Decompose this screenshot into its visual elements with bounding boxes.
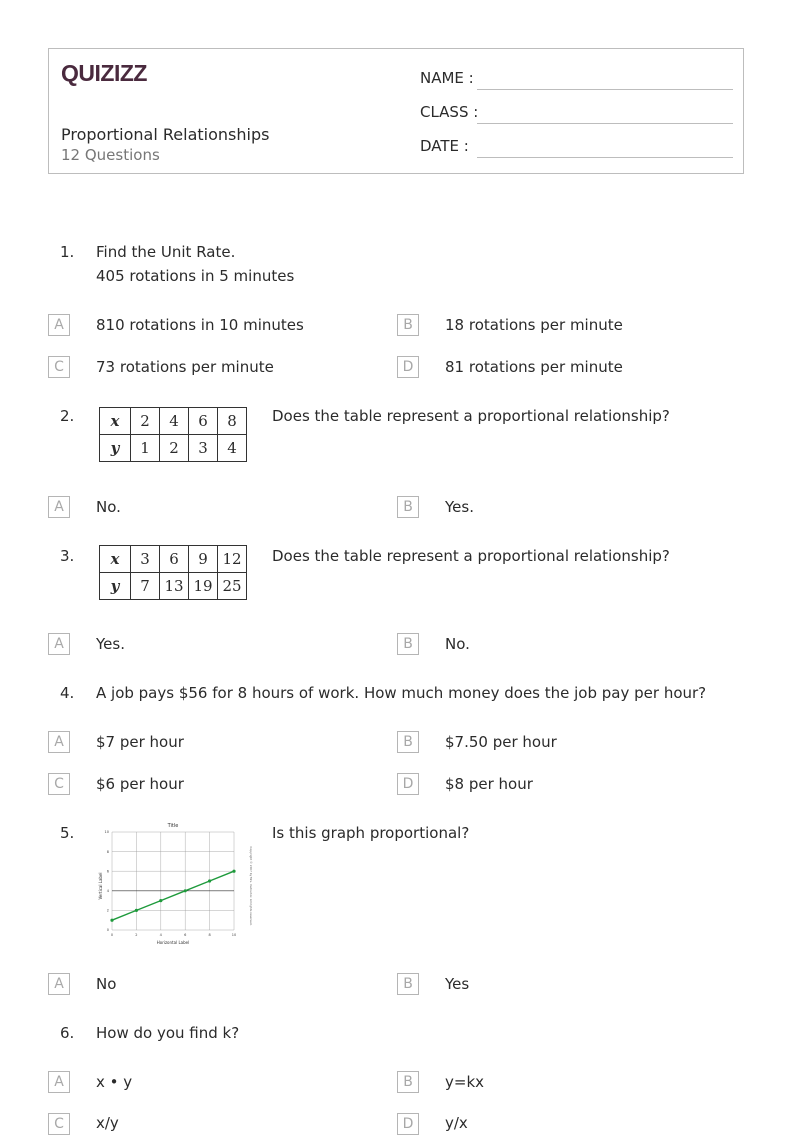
option-text[interactable]: No bbox=[96, 975, 117, 993]
option-text[interactable]: $8 per hour bbox=[445, 775, 533, 793]
y-tick-label: 2 bbox=[106, 908, 109, 913]
question-text bbox=[96, 240, 294, 288]
x-label-cell: x bbox=[100, 546, 131, 573]
series-line bbox=[112, 871, 234, 920]
option-text[interactable]: 18 rotations per minute bbox=[445, 316, 623, 334]
question-number: 5. bbox=[60, 824, 75, 842]
option-text[interactable]: $7 per hour bbox=[96, 733, 184, 751]
data-point bbox=[208, 879, 211, 882]
option-letter-box[interactable]: A bbox=[48, 731, 70, 753]
table-cell: 6 bbox=[160, 546, 189, 573]
question-text: Does the table represent a proportional relationship? bbox=[272, 407, 670, 425]
option-letter-box[interactable]: A bbox=[48, 633, 70, 655]
option-letter-box[interactable]: B bbox=[397, 633, 419, 655]
data-point bbox=[159, 899, 162, 902]
option-letter-box[interactable]: D bbox=[397, 356, 419, 378]
x-tick-label: 2 bbox=[135, 933, 138, 937]
question-line: Find the Unit Rate. bbox=[96, 243, 236, 261]
quizizz-logo bbox=[61, 59, 153, 87]
question-number: 1. bbox=[60, 243, 75, 261]
option-text[interactable]: No. bbox=[96, 498, 121, 516]
y-tick-label: 4 bbox=[106, 889, 109, 893]
graph-xlabel: Horizontal Label bbox=[156, 940, 190, 945]
table-cell: 25 bbox=[218, 573, 247, 600]
option-text[interactable]: 81 rotations per minute bbox=[445, 358, 623, 376]
table-cell: 4 bbox=[218, 435, 247, 462]
table-cell: 8 bbox=[218, 408, 247, 435]
y-tick-label: 6 bbox=[106, 869, 109, 874]
option-text[interactable]: x • y bbox=[96, 1073, 133, 1091]
graph-tick-labels bbox=[105, 830, 237, 937]
name-label: NAME : bbox=[420, 69, 474, 87]
y-label-cell: y bbox=[100, 573, 131, 600]
question-text: Is this graph proportional? bbox=[272, 824, 470, 842]
y-label-cell: y bbox=[100, 435, 131, 462]
x-tick-label: 8 bbox=[208, 933, 211, 937]
option-letter-box[interactable]: D bbox=[397, 1113, 419, 1135]
option-text[interactable]: Yes. bbox=[445, 498, 474, 516]
table-cell: 3 bbox=[131, 546, 160, 573]
table-cell: 2 bbox=[131, 408, 160, 435]
option-letter-box[interactable]: C bbox=[48, 773, 70, 795]
graph-series bbox=[110, 870, 235, 922]
name-line bbox=[477, 89, 733, 90]
option-letter-box[interactable]: B bbox=[397, 731, 419, 753]
data-point bbox=[110, 919, 113, 922]
option-text[interactable]: $7.50 per hour bbox=[445, 733, 557, 751]
table-cell: 4 bbox=[160, 408, 189, 435]
x-tick-label: 4 bbox=[159, 933, 162, 937]
option-text[interactable]: x/y bbox=[96, 1114, 119, 1132]
option-letter-box[interactable]: A bbox=[48, 314, 70, 336]
x-tick-label: 6 bbox=[184, 933, 187, 937]
option-text[interactable]: 73 rotations per minute bbox=[96, 358, 274, 376]
data-point bbox=[232, 870, 235, 873]
table-row bbox=[100, 573, 247, 600]
worksheet-header bbox=[48, 48, 744, 174]
question-number: 6. bbox=[60, 1024, 75, 1042]
graph-grid bbox=[112, 832, 234, 930]
question-number: 4. bbox=[60, 684, 75, 702]
worksheet-title: Proportional Relationships bbox=[61, 125, 270, 144]
question-text: A job pays $56 for 8 hours of work. How much money does the job pay per hour? bbox=[96, 684, 707, 702]
option-text[interactable]: Yes bbox=[445, 975, 470, 993]
option-text[interactable]: $6 per hour bbox=[96, 775, 184, 793]
option-text[interactable]: y=kx bbox=[445, 1073, 485, 1091]
option-letter-box[interactable]: B bbox=[397, 1071, 419, 1093]
table-row bbox=[100, 546, 247, 573]
x-tick-label: 10 bbox=[231, 933, 237, 937]
table-cell: 6 bbox=[189, 408, 218, 435]
table-cell: 1 bbox=[131, 435, 160, 462]
table-cell: 7 bbox=[131, 573, 160, 600]
table-cell: 3 bbox=[189, 435, 218, 462]
option-letter-box[interactable]: B bbox=[397, 496, 419, 518]
option-letter-box[interactable]: A bbox=[48, 496, 70, 518]
y-tick-label: 10 bbox=[104, 830, 109, 835]
class-label: CLASS : bbox=[420, 103, 479, 121]
date-line bbox=[477, 157, 733, 158]
question-text: Does the table represent a proportional relationship? bbox=[272, 547, 670, 565]
question-line: 405 rotations in 5 minutes bbox=[96, 267, 295, 285]
y-tick-label: 8 bbox=[106, 849, 109, 854]
table-row bbox=[100, 435, 247, 462]
graph-ylabel: Vertical Label bbox=[98, 872, 103, 900]
question-count: 12 Questions bbox=[61, 146, 160, 164]
table-cell: 19 bbox=[189, 573, 218, 600]
option-letter-box[interactable]: C bbox=[48, 1113, 70, 1135]
table-row bbox=[100, 408, 247, 435]
graph-copyright: Copyright © 2007 by Mrs. Instructor. All rights reserved. bbox=[249, 846, 253, 926]
option-text[interactable]: Yes. bbox=[96, 635, 125, 653]
xy-table bbox=[99, 407, 247, 462]
y-tick-label: 0 bbox=[106, 928, 109, 933]
option-text[interactable]: No. bbox=[445, 635, 470, 653]
option-letter-box[interactable]: B bbox=[397, 973, 419, 995]
graph-title: Title bbox=[167, 823, 179, 829]
option-letter-box[interactable]: C bbox=[48, 356, 70, 378]
question-number: 2. bbox=[60, 407, 75, 425]
data-point bbox=[184, 889, 187, 892]
table-cell: 12 bbox=[218, 546, 247, 573]
table-cell: 13 bbox=[160, 573, 189, 600]
class-line bbox=[477, 123, 733, 124]
table-cell: 2 bbox=[160, 435, 189, 462]
logo-text: QUIZIZZ bbox=[61, 60, 147, 86]
table-cell: 9 bbox=[189, 546, 218, 573]
data-point bbox=[135, 909, 138, 912]
xy-table bbox=[99, 545, 247, 600]
date-label: DATE : bbox=[420, 137, 469, 155]
option-letter-box[interactable]: D bbox=[397, 773, 419, 795]
option-letter-box[interactable]: B bbox=[397, 314, 419, 336]
option-letter-box[interactable]: A bbox=[48, 973, 70, 995]
question-text: How do you find k? bbox=[96, 1024, 240, 1042]
option-letter-box[interactable]: A bbox=[48, 1071, 70, 1093]
line-graph bbox=[98, 820, 254, 948]
option-text[interactable]: y/x bbox=[445, 1114, 468, 1132]
question-number: 3. bbox=[60, 547, 75, 565]
option-text[interactable]: 810 rotations in 10 minutes bbox=[96, 316, 304, 334]
x-label-cell: x bbox=[100, 408, 131, 435]
x-tick-label: 0 bbox=[110, 933, 114, 937]
